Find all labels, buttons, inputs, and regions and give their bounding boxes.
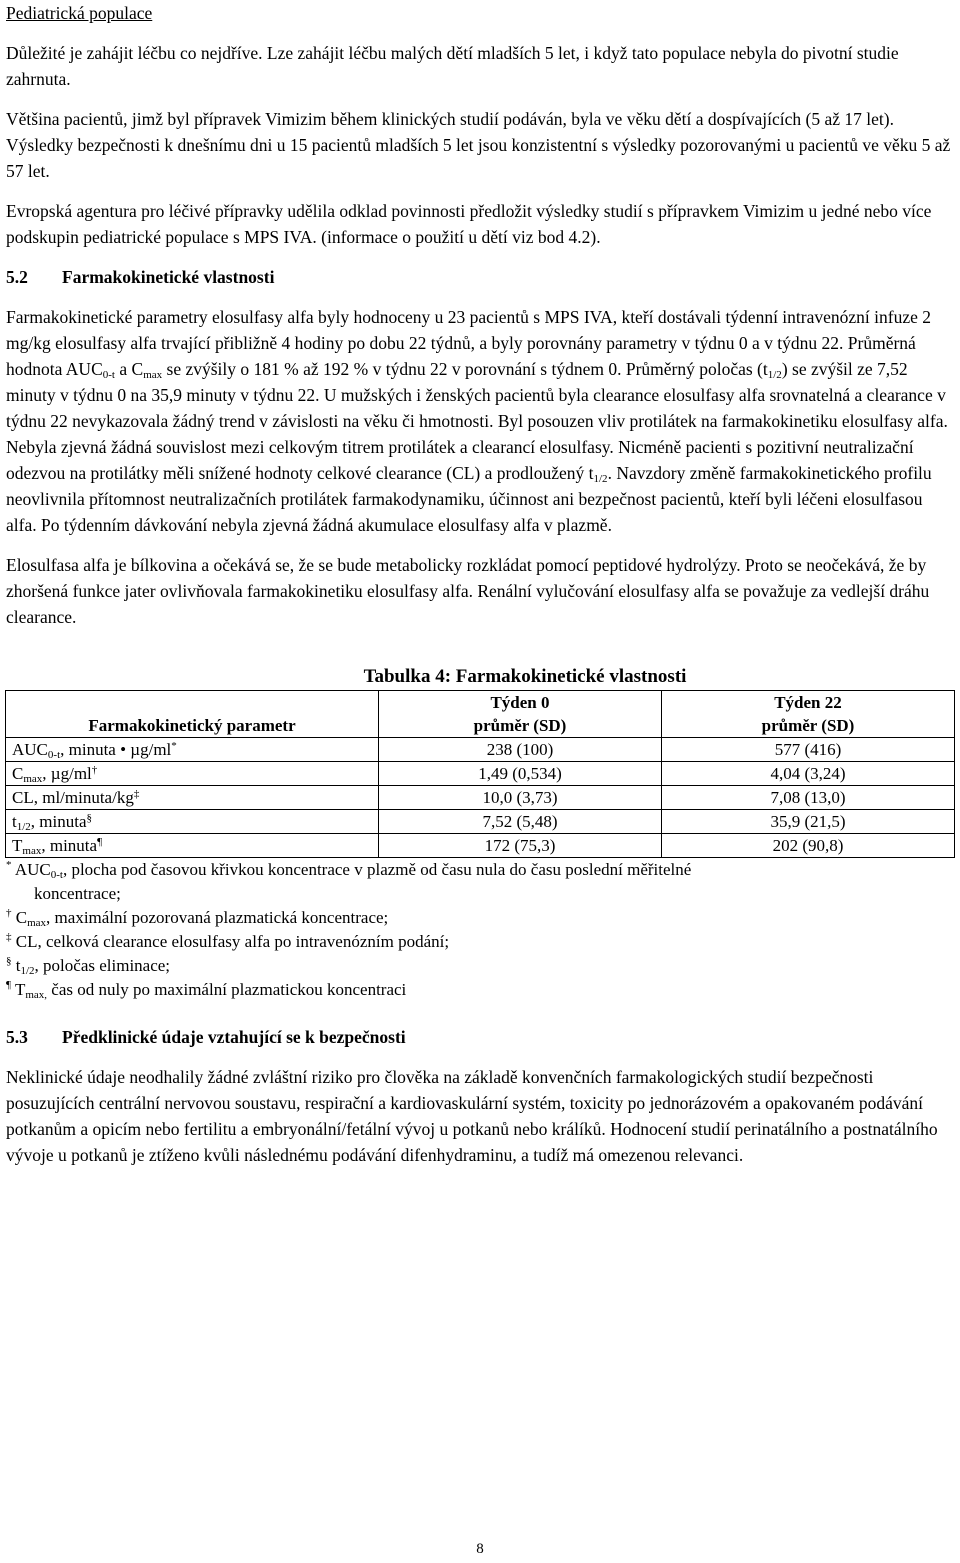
pediatric-paragraph-2: Většina pacientů, jimž byl přípravek Vimizim během klinických studií podáván, byla ve věku dětí a dospívajících (5 až 17 let). Výsledky bezpečnosti k dnešnímu dni u 15 pacientů mladších 5 let jsou konzistentní s výsledky pozorovanými u pacientů ve věku 5 až 57 let. bbox=[6, 109, 951, 181]
section-5-2-heading bbox=[6, 264, 954, 290]
row-week0: 10,0 (3,73) bbox=[379, 786, 662, 810]
pk-paragraph-1: Farmakokinetické parametry elosulfasy alfa byly hodnoceny u 23 pacientů s MPS IVA, kteří dostávali týdenní intravenózní infuze 2 mg/kg elosulfasy alfa trvající přibližně 4 hodiny po dobu 22 týdnů, a byly porovnány parametry v týdnu 0 a v týdnu 22. Průměrná hodnota $AUC_{0-t}$ a $C_{max}$ se zvýšily o 181 % až 192 % v týdnu 22 v porovnání s týdnem 0. Průměrný poločas $(t_{1/2})$ se zvýšil ze 7,52 minuty v týdnu 0 na 35,9 minuty v týdnu 22. U mužských i ženských pacientů byla clearance elosulfasy alfa srovnatelná a clearance v týdnu 22 nevykazovala žádný trend v závislosti na věku či hmotnosti. Byl posouzen vliv protilátek na farmakokinetiku elosulfasy alfa. Nebyla zjevná žádná souvislost mezi celkovým titrem protilátek a clearancí elosulfasy. Nicméně pacienti s pozitivní neutralizační odezvou na protilátky měli snížené hodnoty celkové clearance (CL) a prodloužený $t_{1/2}$. Navzdory změně farmakokinetického profilu neovlivnila přítomnost neutralizačních protilátek farmakodynamiku, účinnost ani bezpečnost pacientů, kteří byli léčeni elosulfasou alfa. Po týdenním dávkování nebyla zjevná žádná akumulace elosulfasy alfa v plazmě. bbox=[6, 307, 948, 535]
page-content bbox=[6, 0, 954, 1168]
pk-table bbox=[5, 690, 955, 858]
header-week0: Týden 0 průměr (SD) bbox=[379, 691, 662, 738]
pk-paragraph-2: Elosulfasa alfa je bílkovina a očekává se, že se bude metabolicky rozkládat pomocí peptidové hydrolýzy. Proto se neočekává, že by zhoršená funkce jater ovlivňovala farmakokinetiku elosulfasy alfa. Renální vylučování elosulfasy alfa se považuje za vedlejší dráhu clearance. bbox=[6, 555, 930, 627]
table-row bbox=[6, 762, 955, 786]
row-week22: 35,9 (21,5) bbox=[662, 810, 955, 834]
section-5-3-title: Předklinické údaje vztahující se k bezpečnosti bbox=[62, 1027, 406, 1047]
row-week0: 1,49 (0,534) bbox=[379, 762, 662, 786]
row-param: CL, ml/minuta/kg‡ bbox=[6, 786, 379, 810]
table-row bbox=[6, 834, 955, 858]
row-week22: 7,08 (13,0) bbox=[662, 786, 955, 810]
table-row bbox=[6, 786, 955, 810]
footnote-tmax: ¶ $T_{max,}$ čas od nuly po maximální plazmatickou koncentraci bbox=[6, 979, 407, 1001]
footnote-auc-continuation: koncentrace; bbox=[34, 884, 121, 903]
section-5-2-number: 5.2 bbox=[6, 267, 28, 287]
table-row bbox=[6, 738, 955, 762]
row-param: $AUC_{0-t}$, minuta • µg/ml* bbox=[6, 738, 379, 762]
row-week22: 577 (416) bbox=[662, 738, 955, 762]
pediatric-heading: Pediatrická populace bbox=[6, 3, 153, 23]
row-param: $C_{max}$, µg/ml† bbox=[6, 762, 379, 786]
footnote-cl: ‡ CL, celková clearance elosulfasy alfa po intravenózním podání; bbox=[6, 931, 450, 951]
pediatric-paragraph-3: Evropská agentura pro léčivé přípravky udělila odklad povinnosti předložit výsledky studií s přípravkem Vimizim u jedné nebo více podskupin pediatrické populace s MPS IVA. (informace o použití u dětí viz bod 4.2). bbox=[6, 201, 932, 247]
section-5-3-heading bbox=[6, 1024, 954, 1050]
pediatric-paragraph-1: Důležité je zahájit léčbu co nejdříve. Lze zahájit léčbu malých dětí mladších 5 let, i když tato populace nebyla do pivotní studie zahrnuta. bbox=[6, 43, 899, 89]
footnote-cmax: † $C_{max}$, maximální pozorovaná plazmatická koncentrace; bbox=[6, 907, 389, 929]
header-week22: Týden 22 průměr (SD) bbox=[662, 691, 955, 738]
row-week0: 238 (100) bbox=[379, 738, 662, 762]
preclinical-paragraph: Neklinické údaje neodhalily žádné zvláštní riziko pro člověka na základě konvenčních farmakologických studií bezpečnosti posuzujících centrální nervovou soustavu, respirační a kardiovaskulární systém, toxicity po jednorázovém a opakovaném podávání potkanům a opicím nebo fertilitu a embryonální/fetální vývoj u potkanů nebo králíků. Hodnocení studií perinatálního a postnatálního vývoje u potkanů je ztíženo kvůli následnému podávání difenhydraminu, a tudíž má omezenou relevanci. bbox=[6, 1067, 938, 1165]
footnote-auc: * $AUC_{0-t}$, plocha pod časovou křivkou koncentrace v plazmě od času nula do času poslední měřitelné bbox=[6, 859, 692, 881]
row-week22: 202 (90,8) bbox=[662, 834, 955, 858]
header-param: Farmakokinetický parametr bbox=[6, 691, 379, 738]
page-number: 8 bbox=[476, 1541, 484, 1557]
section-5-2-title: Farmakokinetické vlastnosti bbox=[62, 267, 275, 287]
section-5-3-number: 5.3 bbox=[6, 1027, 28, 1047]
row-param: $T_{max}$, minuta¶ bbox=[6, 834, 379, 858]
table-footnotes bbox=[6, 858, 954, 1002]
row-param: $t_{1/2}$, minuta§ bbox=[6, 810, 379, 834]
row-week0: 172 (75,3) bbox=[379, 834, 662, 858]
footnote-t-half: § $t_{1/2}$, poločas eliminace; bbox=[6, 955, 171, 977]
table-title: Tabulka 4: Farmakokinetické vlastnosti bbox=[363, 666, 687, 687]
row-week22: 4,04 (3,24) bbox=[662, 762, 955, 786]
table-header-row bbox=[6, 691, 955, 738]
table-row bbox=[6, 810, 955, 834]
row-week0: 7,52 (5,48) bbox=[379, 810, 662, 834]
